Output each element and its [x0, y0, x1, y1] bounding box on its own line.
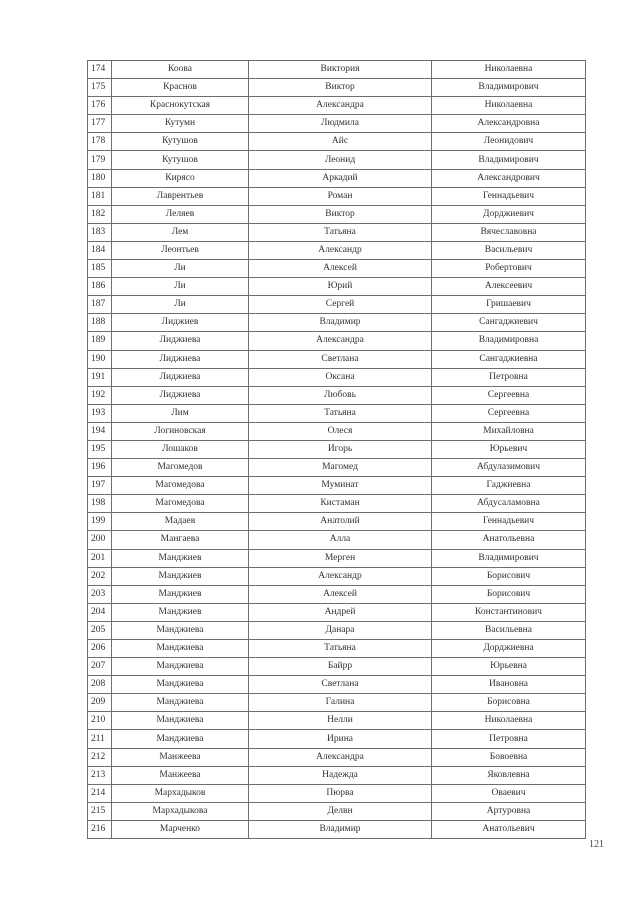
row-number-cell: 185: [88, 260, 112, 278]
row-number-cell: 183: [88, 223, 112, 241]
first-name-cell: Татьяна: [249, 404, 432, 422]
surname-cell: Лиджиева: [112, 332, 249, 350]
surname-cell: Магомедов: [112, 459, 249, 477]
surname-cell: Кирясо: [112, 169, 249, 187]
surname-cell: Ли: [112, 278, 249, 296]
row-number-cell: 182: [88, 205, 112, 223]
table-row: [88, 712, 586, 730]
table-row: [88, 350, 586, 368]
table-row: [88, 332, 586, 350]
first-name-cell: Александра: [249, 97, 432, 115]
first-name-cell: Владимир: [249, 820, 432, 838]
table-row: [88, 296, 586, 314]
first-name-cell: Мерген: [249, 549, 432, 567]
row-number-cell: 199: [88, 513, 112, 531]
row-number-cell: 205: [88, 621, 112, 639]
table-row: [88, 115, 586, 133]
table-row: [88, 205, 586, 223]
table-row: [88, 386, 586, 404]
patronymic-cell: Анатольевна: [432, 531, 586, 549]
row-number-cell: 201: [88, 549, 112, 567]
surname-cell: Магомедова: [112, 495, 249, 513]
row-number-cell: 193: [88, 404, 112, 422]
table-row: [88, 169, 586, 187]
surname-cell: Манджиева: [112, 640, 249, 658]
surname-cell: Краснов: [112, 79, 249, 97]
first-name-cell: Алла: [249, 531, 432, 549]
first-name-cell: Пюрва: [249, 784, 432, 802]
surname-cell: Манжеева: [112, 748, 249, 766]
surname-cell: Лаврентьев: [112, 187, 249, 205]
first-name-cell: Виктор: [249, 79, 432, 97]
patronymic-cell: Сергеевна: [432, 386, 586, 404]
patronymic-cell: Бовоевна: [432, 748, 586, 766]
patronymic-cell: Борисовна: [432, 694, 586, 712]
first-name-cell: Алексей: [249, 260, 432, 278]
table-row: [88, 241, 586, 259]
table-row: [88, 422, 586, 440]
first-name-cell: Виктория: [249, 61, 432, 79]
table-row: [88, 440, 586, 458]
patronymic-cell: Сангаджиевич: [432, 314, 586, 332]
first-name-cell: Муминат: [249, 477, 432, 495]
table-row: [88, 820, 586, 838]
patronymic-cell: Вячеславовна: [432, 223, 586, 241]
row-number-cell: 200: [88, 531, 112, 549]
patronymic-cell: Николаевна: [432, 97, 586, 115]
surname-cell: Коова: [112, 61, 249, 79]
first-name-cell: Виктор: [249, 205, 432, 223]
row-number-cell: 190: [88, 350, 112, 368]
table-row: [88, 260, 586, 278]
row-number-cell: 202: [88, 567, 112, 585]
row-number-cell: 207: [88, 658, 112, 676]
surname-cell: Ли: [112, 296, 249, 314]
table-row: [88, 61, 586, 79]
patronymic-cell: Владимировна: [432, 332, 586, 350]
first-name-cell: Кистаман: [249, 495, 432, 513]
first-name-cell: Галина: [249, 694, 432, 712]
patronymic-cell: Николаевна: [432, 61, 586, 79]
table-row: [88, 314, 586, 332]
surname-cell: Лиджиев: [112, 314, 249, 332]
patronymic-cell: Ивановна: [432, 676, 586, 694]
table-row: [88, 477, 586, 495]
patronymic-cell: Николаевна: [432, 712, 586, 730]
surname-cell: Манджиева: [112, 694, 249, 712]
first-name-cell: Игорь: [249, 440, 432, 458]
row-number-cell: 216: [88, 820, 112, 838]
first-name-cell: Ирина: [249, 730, 432, 748]
surname-cell: Манджиев: [112, 603, 249, 621]
patronymic-cell: Гришаевич: [432, 296, 586, 314]
first-name-cell: Светлана: [249, 676, 432, 694]
patronymic-cell: Васильевна: [432, 621, 586, 639]
table-row: [88, 567, 586, 585]
patronymic-cell: Александрович: [432, 169, 586, 187]
surname-cell: Леляев: [112, 205, 249, 223]
patronymic-cell: Михайловна: [432, 422, 586, 440]
patronymic-cell: Алексеевич: [432, 278, 586, 296]
patronymic-cell: Юрьевич: [432, 440, 586, 458]
first-name-cell: Любовь: [249, 386, 432, 404]
patronymic-cell: Абдусаламовна: [432, 495, 586, 513]
first-name-cell: Александр: [249, 241, 432, 259]
surname-cell: Манджиева: [112, 676, 249, 694]
table-row: [88, 495, 586, 513]
first-name-cell: Оксана: [249, 368, 432, 386]
first-name-cell: Аркадий: [249, 169, 432, 187]
table-row: [88, 694, 586, 712]
patronymic-cell: Владимирович: [432, 151, 586, 169]
row-number-cell: 194: [88, 422, 112, 440]
first-name-cell: Светлана: [249, 350, 432, 368]
table-row: [88, 151, 586, 169]
table-row: [88, 187, 586, 205]
first-name-cell: Сергей: [249, 296, 432, 314]
row-number-cell: 195: [88, 440, 112, 458]
surname-cell: Манджиев: [112, 567, 249, 585]
row-number-cell: 191: [88, 368, 112, 386]
surname-cell: Манджиев: [112, 549, 249, 567]
row-number-cell: 176: [88, 97, 112, 115]
surname-cell: Мангаева: [112, 531, 249, 549]
patronymic-cell: Владимирович: [432, 549, 586, 567]
row-number-cell: 212: [88, 748, 112, 766]
row-number-cell: 204: [88, 603, 112, 621]
table-row: [88, 603, 586, 621]
patronymic-cell: Робертович: [432, 260, 586, 278]
patronymic-cell: Оваевич: [432, 784, 586, 802]
surname-cell: Лим: [112, 404, 249, 422]
row-number-cell: 213: [88, 766, 112, 784]
table-row: [88, 621, 586, 639]
patronymic-cell: Яковлевна: [432, 766, 586, 784]
patronymic-cell: Дорджиевна: [432, 640, 586, 658]
table-row: [88, 802, 586, 820]
patronymic-cell: Дорджиевич: [432, 205, 586, 223]
surname-cell: Лошаков: [112, 440, 249, 458]
first-name-cell: Байрр: [249, 658, 432, 676]
surname-cell: Ли: [112, 260, 249, 278]
table-row: [88, 133, 586, 151]
table-row: [88, 730, 586, 748]
names-table: [87, 60, 586, 839]
table-row: [88, 549, 586, 567]
patronymic-cell: Геннадьевич: [432, 187, 586, 205]
surname-cell: Лиджиева: [112, 386, 249, 404]
row-number-cell: 206: [88, 640, 112, 658]
surname-cell: Манджиева: [112, 730, 249, 748]
first-name-cell: Андрей: [249, 603, 432, 621]
surname-cell: Мархадыков: [112, 784, 249, 802]
patronymic-cell: Леонидович: [432, 133, 586, 151]
row-number-cell: 187: [88, 296, 112, 314]
row-number-cell: 174: [88, 61, 112, 79]
page-number: 121: [589, 839, 604, 850]
row-number-cell: 192: [88, 386, 112, 404]
row-number-cell: 186: [88, 278, 112, 296]
surname-cell: Кутумн: [112, 115, 249, 133]
surname-cell: Манжеева: [112, 766, 249, 784]
row-number-cell: 211: [88, 730, 112, 748]
patronymic-cell: Борисович: [432, 585, 586, 603]
patronymic-cell: Сангаджиевна: [432, 350, 586, 368]
table-row: [88, 368, 586, 386]
row-number-cell: 184: [88, 241, 112, 259]
row-number-cell: 189: [88, 332, 112, 350]
row-number-cell: 175: [88, 79, 112, 97]
table-row: [88, 784, 586, 802]
patronymic-cell: Анатольевич: [432, 820, 586, 838]
surname-cell: Марченко: [112, 820, 249, 838]
table-row: [88, 459, 586, 477]
first-name-cell: Татьяна: [249, 640, 432, 658]
first-name-cell: Делвн: [249, 802, 432, 820]
surname-cell: Манджиева: [112, 621, 249, 639]
row-number-cell: 203: [88, 585, 112, 603]
row-number-cell: 181: [88, 187, 112, 205]
patronymic-cell: Геннадьевич: [432, 513, 586, 531]
patronymic-cell: Юрьевна: [432, 658, 586, 676]
first-name-cell: Людмила: [249, 115, 432, 133]
row-number-cell: 197: [88, 477, 112, 495]
patronymic-cell: Гаджиевна: [432, 477, 586, 495]
first-name-cell: Леонид: [249, 151, 432, 169]
surname-cell: Лиджиева: [112, 350, 249, 368]
surname-cell: Лиджиева: [112, 368, 249, 386]
first-name-cell: Надежда: [249, 766, 432, 784]
row-number-cell: 215: [88, 802, 112, 820]
row-number-cell: 179: [88, 151, 112, 169]
patronymic-cell: Васильевич: [432, 241, 586, 259]
surname-cell: Мадаев: [112, 513, 249, 531]
first-name-cell: Александра: [249, 748, 432, 766]
surname-cell: Кутушов: [112, 151, 249, 169]
patronymic-cell: Петровна: [432, 368, 586, 386]
table-row: [88, 223, 586, 241]
first-name-cell: Александра: [249, 332, 432, 350]
patronymic-cell: Борисович: [432, 567, 586, 585]
first-name-cell: Роман: [249, 187, 432, 205]
table-row: [88, 766, 586, 784]
surname-cell: Магомедова: [112, 477, 249, 495]
row-number-cell: 208: [88, 676, 112, 694]
surname-cell: Краснокутская: [112, 97, 249, 115]
patronymic-cell: Константинович: [432, 603, 586, 621]
row-number-cell: 196: [88, 459, 112, 477]
surname-cell: Логиновская: [112, 422, 249, 440]
patronymic-cell: Сергеевна: [432, 404, 586, 422]
table-row: [88, 97, 586, 115]
table-row: [88, 79, 586, 97]
surname-cell: Манджиев: [112, 585, 249, 603]
table-row: [88, 658, 586, 676]
surname-cell: Манджиева: [112, 712, 249, 730]
first-name-cell: Владимир: [249, 314, 432, 332]
first-name-cell: Юрий: [249, 278, 432, 296]
document-sheet: [87, 60, 585, 839]
table-row: [88, 404, 586, 422]
patronymic-cell: Абдулазимович: [432, 459, 586, 477]
table-row: [88, 513, 586, 531]
row-number-cell: 210: [88, 712, 112, 730]
surname-cell: Кутушов: [112, 133, 249, 151]
first-name-cell: Нелли: [249, 712, 432, 730]
patronymic-cell: Александровна: [432, 115, 586, 133]
names-table-body: [88, 61, 586, 839]
surname-cell: Манджиева: [112, 658, 249, 676]
table-row: [88, 640, 586, 658]
table-row: [88, 585, 586, 603]
first-name-cell: Алексей: [249, 585, 432, 603]
first-name-cell: Данара: [249, 621, 432, 639]
surname-cell: Лем: [112, 223, 249, 241]
table-row: [88, 531, 586, 549]
row-number-cell: 180: [88, 169, 112, 187]
first-name-cell: Олеся: [249, 422, 432, 440]
row-number-cell: 178: [88, 133, 112, 151]
first-name-cell: Анатолий: [249, 513, 432, 531]
row-number-cell: 198: [88, 495, 112, 513]
first-name-cell: Александр: [249, 567, 432, 585]
patronymic-cell: Владимирович: [432, 79, 586, 97]
first-name-cell: Магомед: [249, 459, 432, 477]
patronymic-cell: Артуровна: [432, 802, 586, 820]
table-row: [88, 278, 586, 296]
patronymic-cell: Петровна: [432, 730, 586, 748]
surname-cell: Леонтьев: [112, 241, 249, 259]
table-row: [88, 676, 586, 694]
table-row: [88, 748, 586, 766]
first-name-cell: Татьяна: [249, 223, 432, 241]
row-number-cell: 209: [88, 694, 112, 712]
row-number-cell: 177: [88, 115, 112, 133]
row-number-cell: 188: [88, 314, 112, 332]
first-name-cell: Айс: [249, 133, 432, 151]
surname-cell: Мархадыкова: [112, 802, 249, 820]
row-number-cell: 214: [88, 784, 112, 802]
